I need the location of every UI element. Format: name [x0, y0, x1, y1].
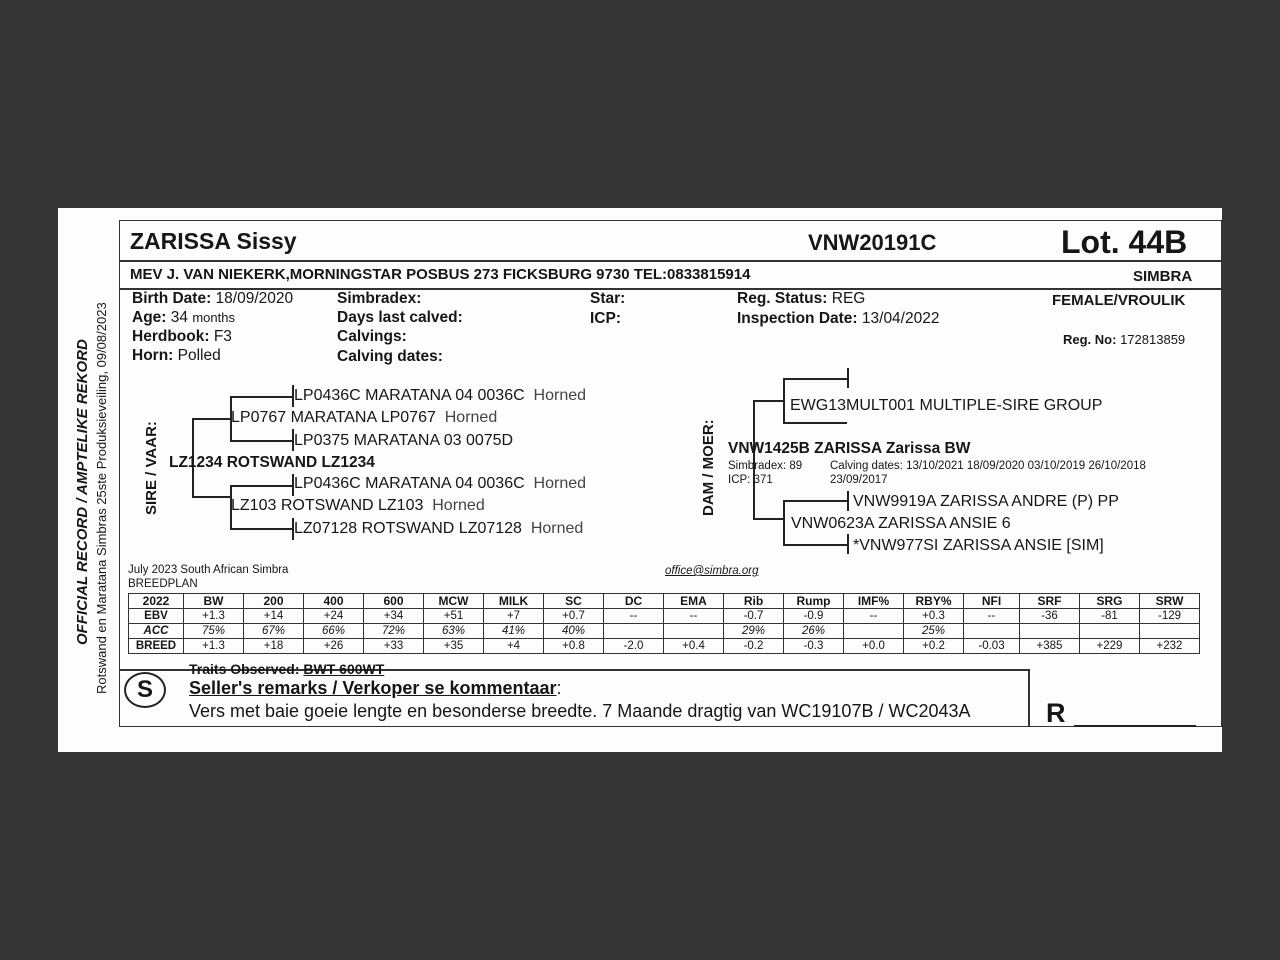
- table-cell: [1140, 624, 1200, 639]
- price-line[interactable]: [1074, 725, 1196, 727]
- table-cell: 26%: [784, 624, 844, 639]
- record-card: [58, 208, 1222, 752]
- table-cell: +34: [364, 609, 424, 624]
- table-cell: --: [964, 609, 1020, 624]
- breed-row: [129, 639, 1200, 654]
- dam-calving-dates-cont: 23/09/2017: [830, 474, 888, 486]
- row-label: ACC: [129, 624, 184, 639]
- inspection-date: Inspection Date: 13/04/2022: [737, 310, 940, 327]
- column-header: NFI: [964, 594, 1020, 609]
- calving-dates-label: Calving dates:: [337, 348, 443, 365]
- table-cell: --: [604, 609, 664, 624]
- sire-sire-sire: LP0436C MARATANA 04 0036C Horned: [294, 387, 587, 404]
- reg-status: Reg. Status: REG: [737, 290, 866, 307]
- dam-icp: ICP: 371: [728, 474, 773, 486]
- dam-calving-dates: Calving dates: 13/10/2021 18/09/2020 03/10/2019 26/10/2018: [830, 460, 1146, 472]
- table-cell: 40%: [544, 624, 604, 639]
- sire-label: SIRE / VAAR:: [143, 421, 160, 515]
- reg-no: Reg. No: 172813859: [1063, 332, 1186, 347]
- row-label: BREED: [129, 639, 184, 654]
- table-cell: [604, 624, 664, 639]
- sire-dam-dam: LZ07128 ROTSWAND LZ07128 Horned: [294, 520, 584, 537]
- column-header: DC: [604, 594, 664, 609]
- table-cell: +385: [1020, 639, 1080, 654]
- table-cell: -81: [1080, 609, 1140, 624]
- dam-sire: EWG13MULT001 MULTIPLE-SIRE GROUP: [790, 397, 1103, 414]
- table-cell: +0.8: [544, 639, 604, 654]
- table-cell: --: [664, 609, 724, 624]
- breedplan-label: BREEDPLAN: [128, 578, 198, 590]
- sale-name-label: Rotswand en Maratana Simbras 25ste Produksieveiling, 09/08/2023: [94, 302, 109, 694]
- table-cell: [1080, 624, 1140, 639]
- column-header: SC: [544, 594, 604, 609]
- table-cell: +33: [364, 639, 424, 654]
- column-header: 400: [304, 594, 364, 609]
- column-header: EMA: [664, 594, 724, 609]
- table-cell: 25%: [904, 624, 964, 639]
- animal-id: VNW20191C: [808, 230, 937, 255]
- animal-name: ZARISSA Sissy: [130, 228, 297, 254]
- table-cell: 75%: [184, 624, 244, 639]
- simbra-s-logo: S: [124, 672, 166, 708]
- table-cell: -0.9: [784, 609, 844, 624]
- price-label: R: [1046, 698, 1066, 728]
- birth-date: Birth Date: 18/09/2020: [132, 290, 294, 307]
- table-cell: 72%: [364, 624, 424, 639]
- owner-address: MEV J. VAN NIEKERK,MORNINGSTAR POSBUS 273 FICKSBURG 9730 TEL:0833815914: [130, 266, 751, 283]
- table-cell: -129: [1140, 609, 1200, 624]
- table-cell: +0.3: [904, 609, 964, 624]
- calvings-label: Calvings:: [337, 328, 407, 345]
- traits-observed: Traits Observed: BWT 600WT: [189, 661, 385, 677]
- dam-name: VNW1425B ZARISSA Zarissa BW: [728, 440, 971, 457]
- table-cell: -36: [1020, 609, 1080, 624]
- lot-number: Lot. 44B: [1061, 224, 1188, 260]
- dam-label: DAM / MOER:: [700, 419, 717, 516]
- table-cell: [844, 624, 904, 639]
- table-cell: 67%: [244, 624, 304, 639]
- sire-dam-sire: LP0436C MARATANA 04 0036C Horned: [294, 475, 587, 492]
- table-cell: +0.0: [844, 639, 904, 654]
- column-header: 600: [364, 594, 424, 609]
- table-cell: -0.3: [784, 639, 844, 654]
- column-header: SRF: [1020, 594, 1080, 609]
- table-cell: +18: [244, 639, 304, 654]
- table-cell: +7: [484, 609, 544, 624]
- seller-remarks-label: Seller's remarks / Verkoper se kommentaar:: [189, 678, 562, 698]
- column-header: RBY%: [904, 594, 964, 609]
- table-cell: -2.0: [604, 639, 664, 654]
- table-cell: --: [844, 609, 904, 624]
- table-cell: +51: [424, 609, 484, 624]
- table-cell: [664, 624, 724, 639]
- table-cell: +4: [484, 639, 544, 654]
- table-cell: +14: [244, 609, 304, 624]
- row-label: EBV: [129, 609, 184, 624]
- column-header: SRW: [1140, 594, 1200, 609]
- column-header: IMF%: [844, 594, 904, 609]
- table-cell: +0.2: [904, 639, 964, 654]
- table-cell: -0.03: [964, 639, 1020, 654]
- herdbook: Herdbook: F3: [132, 328, 232, 345]
- breedplan-source: July 2023 South African Simbra: [128, 564, 289, 576]
- sire-dam: LZ103 ROTSWAND LZ103 Horned: [231, 497, 485, 514]
- table-cell: +0.4: [664, 639, 724, 654]
- table-cell: +232: [1140, 639, 1200, 654]
- table-cell: -0.7: [724, 609, 784, 624]
- table-cell: -0.2: [724, 639, 784, 654]
- column-header: 200: [244, 594, 304, 609]
- table-cell: 29%: [724, 624, 784, 639]
- ebv-row: [129, 609, 1200, 624]
- official-record-label: OFFICIAL RECORD / AMPTELIKE REKORD: [74, 339, 91, 645]
- simbradex-label: Simbradex:: [337, 290, 422, 307]
- dam-simbradex: Simbradex: 89: [728, 460, 803, 472]
- table-cell: +26: [304, 639, 364, 654]
- dam-dam: VNW0623A ZARISSA ANSIE 6: [791, 515, 1011, 532]
- office-email[interactable]: office@simbra.org: [665, 565, 759, 577]
- sex-label: FEMALE/VROULIK: [1052, 292, 1186, 309]
- column-header: Rib: [724, 594, 784, 609]
- column-header: Rump: [784, 594, 844, 609]
- column-header: BW: [184, 594, 244, 609]
- column-header: 2022: [129, 594, 184, 609]
- table-cell: +35: [424, 639, 484, 654]
- table-cell: [964, 624, 1020, 639]
- table-cell: 63%: [424, 624, 484, 639]
- table-cell: +24: [304, 609, 364, 624]
- sire-name: LZ1234 ROTSWAND LZ1234: [169, 454, 375, 471]
- sire-sire-dam: LP0375 MARATANA 03 0075D: [294, 432, 514, 449]
- table-cell: +1.3: [184, 609, 244, 624]
- star-label: Star:: [590, 290, 626, 307]
- acc-row: [129, 624, 1200, 639]
- table-cell: 41%: [484, 624, 544, 639]
- table-cell: +1.3: [184, 639, 244, 654]
- ebv-header-row: [129, 594, 1200, 609]
- column-header: SRG: [1080, 594, 1140, 609]
- table-cell: +0.7: [544, 609, 604, 624]
- table-cell: 66%: [304, 624, 364, 639]
- table-cell: +229: [1080, 639, 1140, 654]
- seller-remarks: Vers met baie goeie lengte en besonderse breedte. 7 Maande dragtig van WC19107B / WC2043A: [189, 701, 971, 721]
- breed-label: SIMBRA: [1133, 268, 1193, 285]
- sire-sire: LP0767 MARATANA LP0767 Horned: [231, 409, 498, 426]
- table-cell: [1020, 624, 1080, 639]
- age: Age: 34 months: [132, 309, 235, 326]
- column-header: MCW: [424, 594, 484, 609]
- icp-label: ICP:: [590, 310, 621, 327]
- dam-dam-sire: VNW9919A ZARISSA ANDRE (P) PP: [853, 493, 1119, 510]
- column-header: MILK: [484, 594, 544, 609]
- dam-dam-dam: *VNW977SI ZARISSA ANSIE [SIM]: [853, 537, 1104, 554]
- days-last-calved-label: Days last calved:: [337, 309, 463, 326]
- ebv-table: [128, 593, 1200, 654]
- horn: Horn: Polled: [132, 347, 221, 364]
